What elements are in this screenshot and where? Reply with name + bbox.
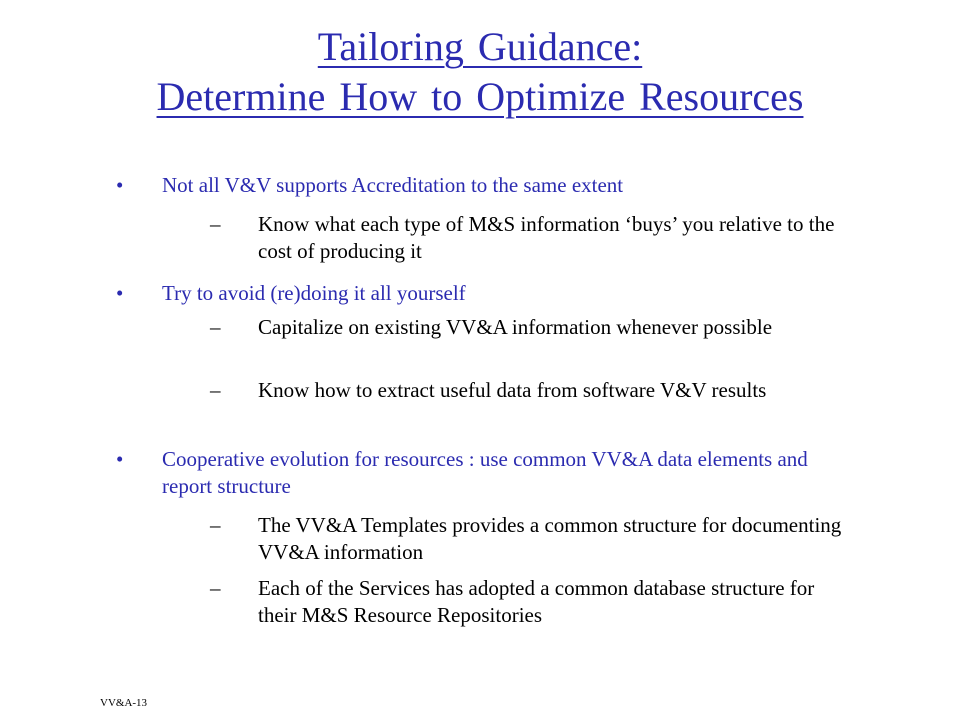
sub-bullet-text: The VV&A Templates provides a common structure for documenting VV&A information — [258, 513, 842, 564]
bullet-text: Cooperative evolution for resources : use common VV&A data elements and report structure — [162, 447, 808, 498]
dash-marker: – — [210, 315, 221, 339]
dash-marker: – — [210, 378, 221, 402]
dash-marker: – — [210, 576, 221, 600]
bullet-marker: • — [116, 281, 124, 305]
sub-bullet-text: Know what each type of M&S information ‘buys’ you relative to the cost of producing it — [258, 212, 835, 263]
bullet-marker: • — [116, 173, 124, 197]
sub-bullet-text: Know how to extract useful data from software V&V results — [258, 378, 767, 402]
dash-marker: – — [210, 212, 221, 236]
slide-title-line1: Tailoring Guidance: — [317, 24, 643, 69]
slide-footer-label: VV&A-13 — [100, 697, 148, 709]
bullet-text: Try to avoid (re)doing it all yourself — [162, 281, 466, 305]
dash-marker: – — [210, 513, 221, 537]
sub-bullet-text: Capitalize on existing VV&A information whenever possible — [258, 315, 773, 339]
slide-title-line2: Determine How to Optimize Resources — [156, 74, 804, 119]
bullet-marker: • — [116, 447, 124, 471]
sub-bullet-text: Each of the Services has adopted a common database structure for their M&S Resource Repositories — [258, 576, 815, 627]
bullet-text: Not all V&V supports Accreditation to the same extent — [162, 173, 624, 197]
